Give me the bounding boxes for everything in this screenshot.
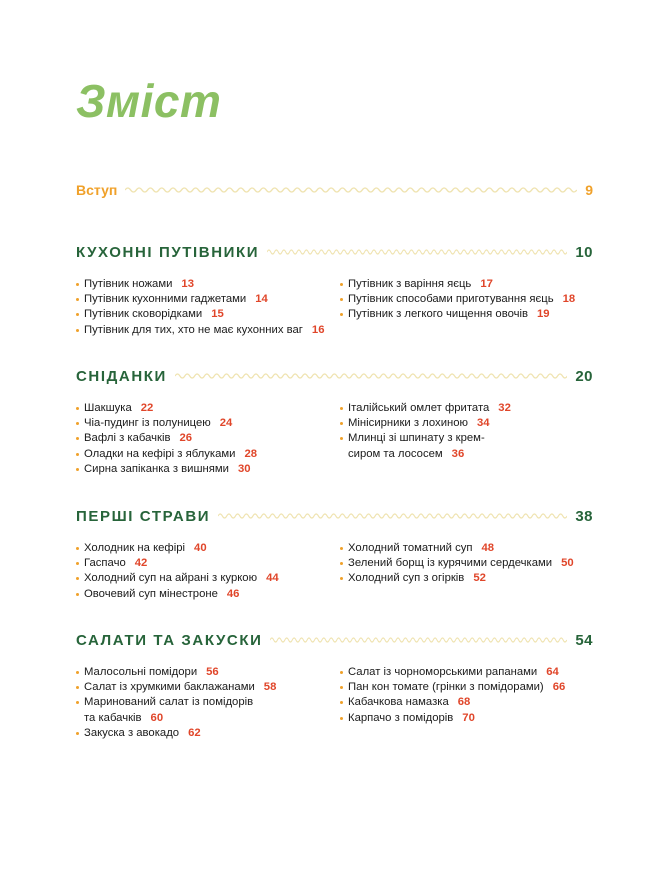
entry-title: Путівник ножами — [84, 278, 173, 290]
entry-title: Карпачо з помідорів — [348, 711, 454, 724]
toc-entry[interactable] — [340, 680, 565, 695]
intro-heading[interactable] — [76, 178, 593, 202]
entry-title: Малосольні помідори — [84, 666, 198, 678]
bullet-dot — [76, 468, 79, 471]
entry-page-number: 48 — [481, 542, 495, 554]
entry-page-number: 42 — [134, 557, 148, 570]
entry-title: Путівник для тих, хто не має кухонних ваг — [84, 323, 303, 336]
bullet-dot — [76, 562, 79, 565]
section-heading[interactable] — [76, 504, 593, 528]
entries-column-left — [76, 665, 276, 741]
bullet-dot — [340, 407, 343, 410]
section-title: ПЕРШІ СТРАВИ — [76, 507, 211, 525]
entry-title: Шакшука — [84, 402, 132, 414]
entry-title: Пан кон томате (грінки з помідорами) — [348, 681, 544, 694]
toc-entry[interactable] — [340, 711, 565, 726]
bullet-dot — [340, 717, 343, 720]
entry-title: Салат із чорноморськими рапанами — [348, 666, 538, 678]
bullet-dot — [340, 701, 343, 704]
toc-entry[interactable] — [76, 431, 257, 446]
bullet-dot — [340, 547, 343, 550]
entry-title: Холодний томатний суп — [348, 542, 473, 554]
entries-column-left — [76, 401, 257, 477]
toc-entry[interactable] — [340, 292, 575, 307]
bullet-dot — [76, 732, 79, 735]
entry-page-number: 70 — [462, 711, 475, 724]
intro-page-number: 9 — [585, 182, 593, 198]
entry-page-number: 16 — [311, 323, 325, 336]
section-heading[interactable] — [76, 240, 593, 264]
entry-title: Італійський омлет фритата — [348, 402, 490, 414]
toc-entry[interactable] — [340, 571, 574, 586]
entry-title: Путівник з легкого чищення овочів — [348, 308, 529, 321]
toc-entry[interactable] — [76, 307, 325, 322]
entry-title: Оладки на кефірі з яблуками — [84, 447, 236, 460]
entry-page-number: 14 — [255, 293, 268, 306]
entries-column-right — [340, 277, 575, 323]
bullet-dot — [340, 686, 343, 689]
entry-page-number: 34 — [477, 417, 490, 430]
entry-title-continued: сиром та лососем — [348, 447, 443, 460]
entries-column-left — [76, 277, 325, 338]
toc-entry[interactable] — [76, 462, 257, 477]
section-page-number: 54 — [575, 631, 593, 649]
entry-title: Сирна запіканка з вишнями — [84, 462, 229, 475]
entry-page-number: 17 — [480, 278, 493, 290]
entry-page-number: 40 — [194, 542, 207, 554]
entry-page-number: 18 — [562, 293, 576, 306]
entry-title: Овочевий суп мінестроне — [84, 587, 218, 600]
bullet-dot — [76, 329, 79, 332]
bullet-dot — [340, 671, 343, 674]
section-title: КУХОННІ ПУТІВНИКИ — [76, 243, 260, 261]
bullet-dot — [76, 701, 79, 704]
toc-entry[interactable] — [340, 431, 511, 461]
section-leader-wave — [267, 247, 567, 257]
toc-entry[interactable] — [76, 680, 276, 695]
bullet-dot — [340, 577, 343, 580]
section-page-number: 20 — [575, 367, 593, 385]
bullet-dot — [76, 437, 79, 440]
bullet-dot — [340, 422, 343, 425]
entry-title: Путівник з варіння яєць — [348, 278, 472, 290]
entry-page-number: 62 — [188, 726, 201, 739]
bullet-dot — [76, 422, 79, 425]
entry-page-number: 64 — [546, 666, 559, 678]
toc-entry[interactable] — [76, 556, 279, 571]
entry-title: Гаспачо — [84, 557, 126, 570]
entry-page-number: 52 — [473, 572, 486, 585]
entry-title: Мінісирники з лохиною — [348, 417, 468, 430]
bullet-dot — [76, 453, 79, 456]
toc-entry[interactable] — [340, 277, 575, 292]
bullet-dot — [76, 298, 79, 301]
entry-title: Кабачкова намазка — [348, 696, 449, 709]
entry-page-number: 22 — [140, 402, 154, 414]
toc-entry[interactable] — [340, 401, 511, 416]
toc-entry[interactable] — [340, 307, 575, 322]
bullet-dot — [340, 313, 343, 316]
entry-page-number: 50 — [561, 557, 574, 570]
toc-entry[interactable] — [340, 541, 574, 556]
entry-title: Салат із хрумкими баклажанами — [84, 681, 255, 694]
toc-entry[interactable] — [76, 447, 257, 462]
entry-page-number: 46 — [226, 587, 240, 600]
section-heading[interactable] — [76, 364, 593, 388]
entry-title: Холодний суп на айрані з куркою — [84, 572, 258, 585]
entry-title: Путівник сковорідками — [84, 308, 203, 321]
entry-page-number: 66 — [552, 681, 566, 694]
toc-entry[interactable] — [340, 695, 565, 710]
entries-column-right — [340, 541, 574, 587]
entry-page-number: 30 — [237, 462, 251, 475]
bullet-dot — [76, 593, 79, 596]
entry-page-number: 19 — [537, 308, 550, 321]
section-title: САЛАТИ ТА ЗАКУСКИ — [76, 631, 263, 649]
toc-entry[interactable] — [76, 292, 325, 307]
bullet-dot — [76, 407, 79, 410]
entries-column-left — [76, 541, 279, 602]
bullet-dot — [340, 298, 343, 301]
entry-title: Холодний суп з огірків — [348, 572, 465, 585]
bullet-dot — [76, 577, 79, 580]
toc-entry[interactable] — [76, 541, 279, 556]
toc-entry[interactable] — [76, 323, 325, 338]
bullet-dot — [340, 562, 343, 565]
section-leader-wave — [175, 371, 567, 381]
entry-page-number: 56 — [206, 666, 219, 678]
toc-entry[interactable] — [76, 726, 276, 741]
entry-title: Холодник на кефірі — [84, 542, 186, 554]
toc-entry[interactable] — [76, 665, 276, 680]
entry-page-number: 32 — [498, 402, 511, 414]
toc-entry[interactable] — [340, 416, 511, 431]
entry-page-number: 58 — [263, 681, 277, 694]
section-leader-wave — [218, 511, 567, 521]
bullet-dot — [340, 437, 343, 440]
page-title: Зміст — [76, 75, 222, 127]
entry-page-number: 60 — [150, 711, 164, 724]
bullet-dot — [340, 283, 343, 286]
entry-page-number: 68 — [457, 696, 471, 709]
section-leader-wave — [270, 635, 567, 645]
entry-title: Зелений борщ із курячими сердечками — [348, 557, 553, 570]
entry-title: Путівник кухонними гаджетами — [84, 293, 247, 306]
entry-page-number: 28 — [244, 447, 258, 460]
section-title: СНІДАНКИ — [76, 367, 167, 385]
entry-title: Млинці зі шпинату з крем- — [348, 432, 485, 445]
intro-leader-wave — [125, 185, 577, 195]
entry-page-number: 36 — [451, 447, 465, 460]
entry-title-continued: та кабачків — [84, 711, 142, 724]
entry-page-number: 44 — [266, 572, 279, 585]
toc-entry[interactable] — [340, 665, 565, 680]
entries-column-right — [340, 401, 511, 462]
toc-entry[interactable] — [76, 587, 279, 602]
bullet-dot — [76, 671, 79, 674]
bullet-dot — [76, 686, 79, 689]
entry-title: Чіа-пудинг із полуницею — [84, 417, 211, 430]
entry-page-number: 13 — [181, 278, 194, 290]
intro-title: Вступ — [76, 182, 118, 198]
toc-entry[interactable] — [76, 695, 276, 725]
section-heading[interactable] — [76, 628, 593, 652]
bullet-dot — [76, 283, 79, 286]
entry-title: Закуска з авокадо — [84, 726, 180, 739]
section-page-number: 38 — [575, 507, 593, 525]
bullet-dot — [76, 547, 79, 550]
toc-entry[interactable] — [76, 401, 257, 416]
toc-entry[interactable] — [76, 571, 279, 586]
entry-page-number: 24 — [219, 417, 233, 430]
entry-title: Вафлі з кабачків — [84, 432, 171, 445]
entry-title: Маринований салат із помідорів — [84, 696, 254, 709]
entry-page-number: 15 — [211, 308, 224, 321]
entries-column-right — [340, 665, 565, 726]
entry-page-number: 26 — [179, 432, 193, 445]
entry-title: Путівник способами приготування яєць — [348, 293, 554, 306]
toc-entry[interactable] — [76, 277, 325, 292]
section-page-number: 10 — [575, 243, 593, 261]
toc-entry[interactable] — [340, 556, 574, 571]
bullet-dot — [76, 313, 79, 316]
toc-entry[interactable] — [76, 416, 257, 431]
